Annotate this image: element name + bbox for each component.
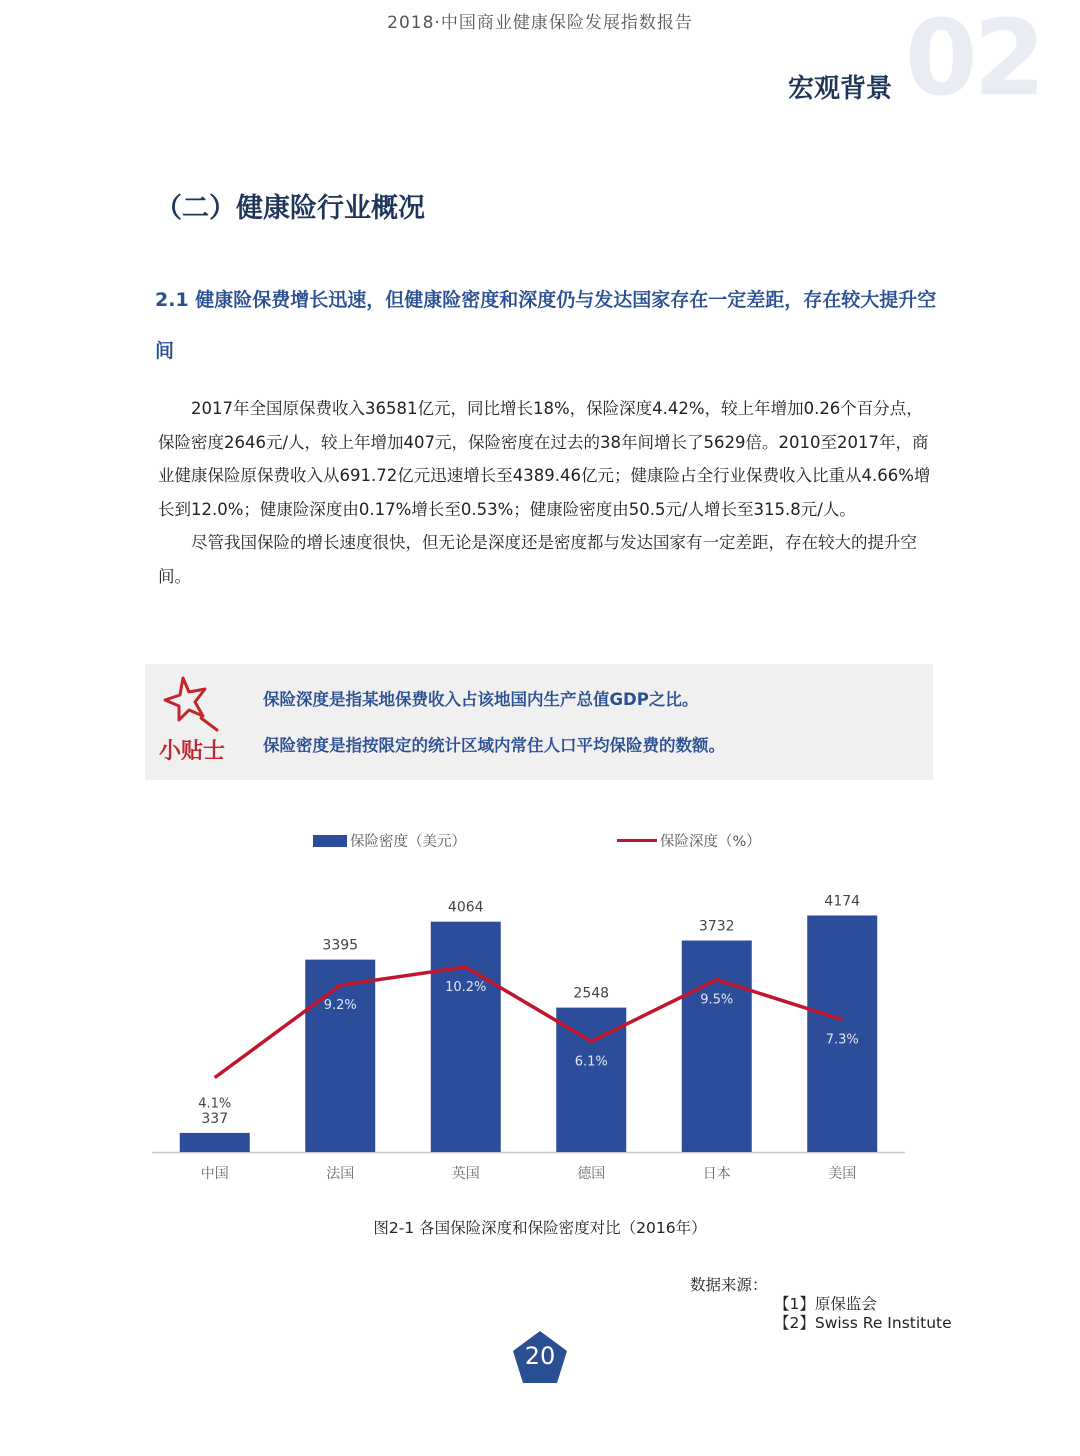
x-tick-label: 英国 xyxy=(451,1166,480,1182)
line-point-label: 10.2% xyxy=(445,980,487,996)
legend-label-depth: 保险深度（%） xyxy=(660,834,761,850)
bar-value-label: 337 xyxy=(201,1110,229,1127)
legend-item-density xyxy=(313,830,466,851)
x-tick-label: 法国 xyxy=(326,1166,355,1182)
legend-swatch-line xyxy=(617,839,657,842)
x-tick-label: 德国 xyxy=(577,1166,606,1182)
star-icon xyxy=(159,672,225,734)
tip-label: 小贴士 xyxy=(159,739,226,764)
tip-box xyxy=(145,664,933,780)
body-text xyxy=(158,392,933,593)
chart xyxy=(0,810,1080,1210)
source-item: 【1】原保监会 xyxy=(774,1295,877,1313)
x-tick-label: 中国 xyxy=(200,1166,229,1182)
paragraph: 尽管我国保险的增长速度很快，但无论是深度还是密度都与发达国家有一定差距，存在较大的提升空间。 xyxy=(158,533,917,586)
bar xyxy=(431,922,501,1152)
bar-value-label: 4064 xyxy=(447,899,484,916)
legend-swatch-bar xyxy=(313,835,347,847)
bar xyxy=(180,1133,250,1152)
source-item: 【2】Swiss Re Institute xyxy=(774,1314,952,1332)
line-point-label: 7.3% xyxy=(825,1032,859,1048)
x-tick-label: 日本 xyxy=(702,1166,731,1182)
subsection-title: 2.1 健康险保费增长迅速，但健康险密度和深度仍与发达国家存在一定差距，存在较大提升空间 xyxy=(155,289,937,362)
bar-value-label: 4174 xyxy=(824,893,861,910)
x-tick-label: 美国 xyxy=(828,1166,857,1182)
line-point-label: 6.1% xyxy=(574,1054,608,1070)
bar xyxy=(682,941,752,1152)
page-number-badge xyxy=(512,1330,568,1384)
paragraph: 2017年全国原保费收入36581亿元，同比增长18%，保险深度4.42%，较上年增加0.26个百分点，保险密度2646元/人，较上年增加407元，保险密度在过去的38年间增长了5629倍。2010至2017年，商业健康保险原保费收入从691.72亿元迅速增长至4389.46亿元；健康险占全行业保费收入比重从4.66%增长到12.0%；健康险深度由0.17%增长至0.53%；健康险密度由50.5元/人增长至315.8元/人。 xyxy=(158,399,931,519)
section-title: （二）健康险行业概况 xyxy=(155,193,425,224)
bar-value-label: 3395 xyxy=(322,937,359,954)
chapter-number: 02 xyxy=(905,0,1042,119)
bar xyxy=(305,960,375,1152)
legend-label-density: 保险密度（美元） xyxy=(350,834,466,850)
line-point-label: 9.5% xyxy=(700,992,734,1008)
figure-caption: 图2-1 各国保险深度和保险密度对比（2016年） xyxy=(373,1219,707,1237)
chart-plot xyxy=(0,810,1080,1210)
chapter-name: 宏观背景 xyxy=(788,74,893,104)
line-point-label: 4.1% xyxy=(198,1096,232,1112)
page-number: 20 xyxy=(524,1342,556,1370)
running-header: 2018·中国商业健康保险发展指数报告 xyxy=(387,13,693,33)
legend-item-depth xyxy=(617,830,761,851)
sources-label: 数据来源： xyxy=(690,1276,768,1294)
bar-value-label: 2548 xyxy=(573,985,610,1002)
tip-line-insurance-depth: 保险深度是指某地保费收入占该地国内生产总值GDP之比。 xyxy=(263,690,699,709)
tip-line-insurance-density: 保险密度是指按限定的统计区域内常住人口平均保险费的数额。 xyxy=(263,736,725,755)
bar-value-label: 3732 xyxy=(698,918,735,935)
line-point-label: 9.2% xyxy=(323,998,357,1014)
data-sources xyxy=(690,1276,952,1333)
